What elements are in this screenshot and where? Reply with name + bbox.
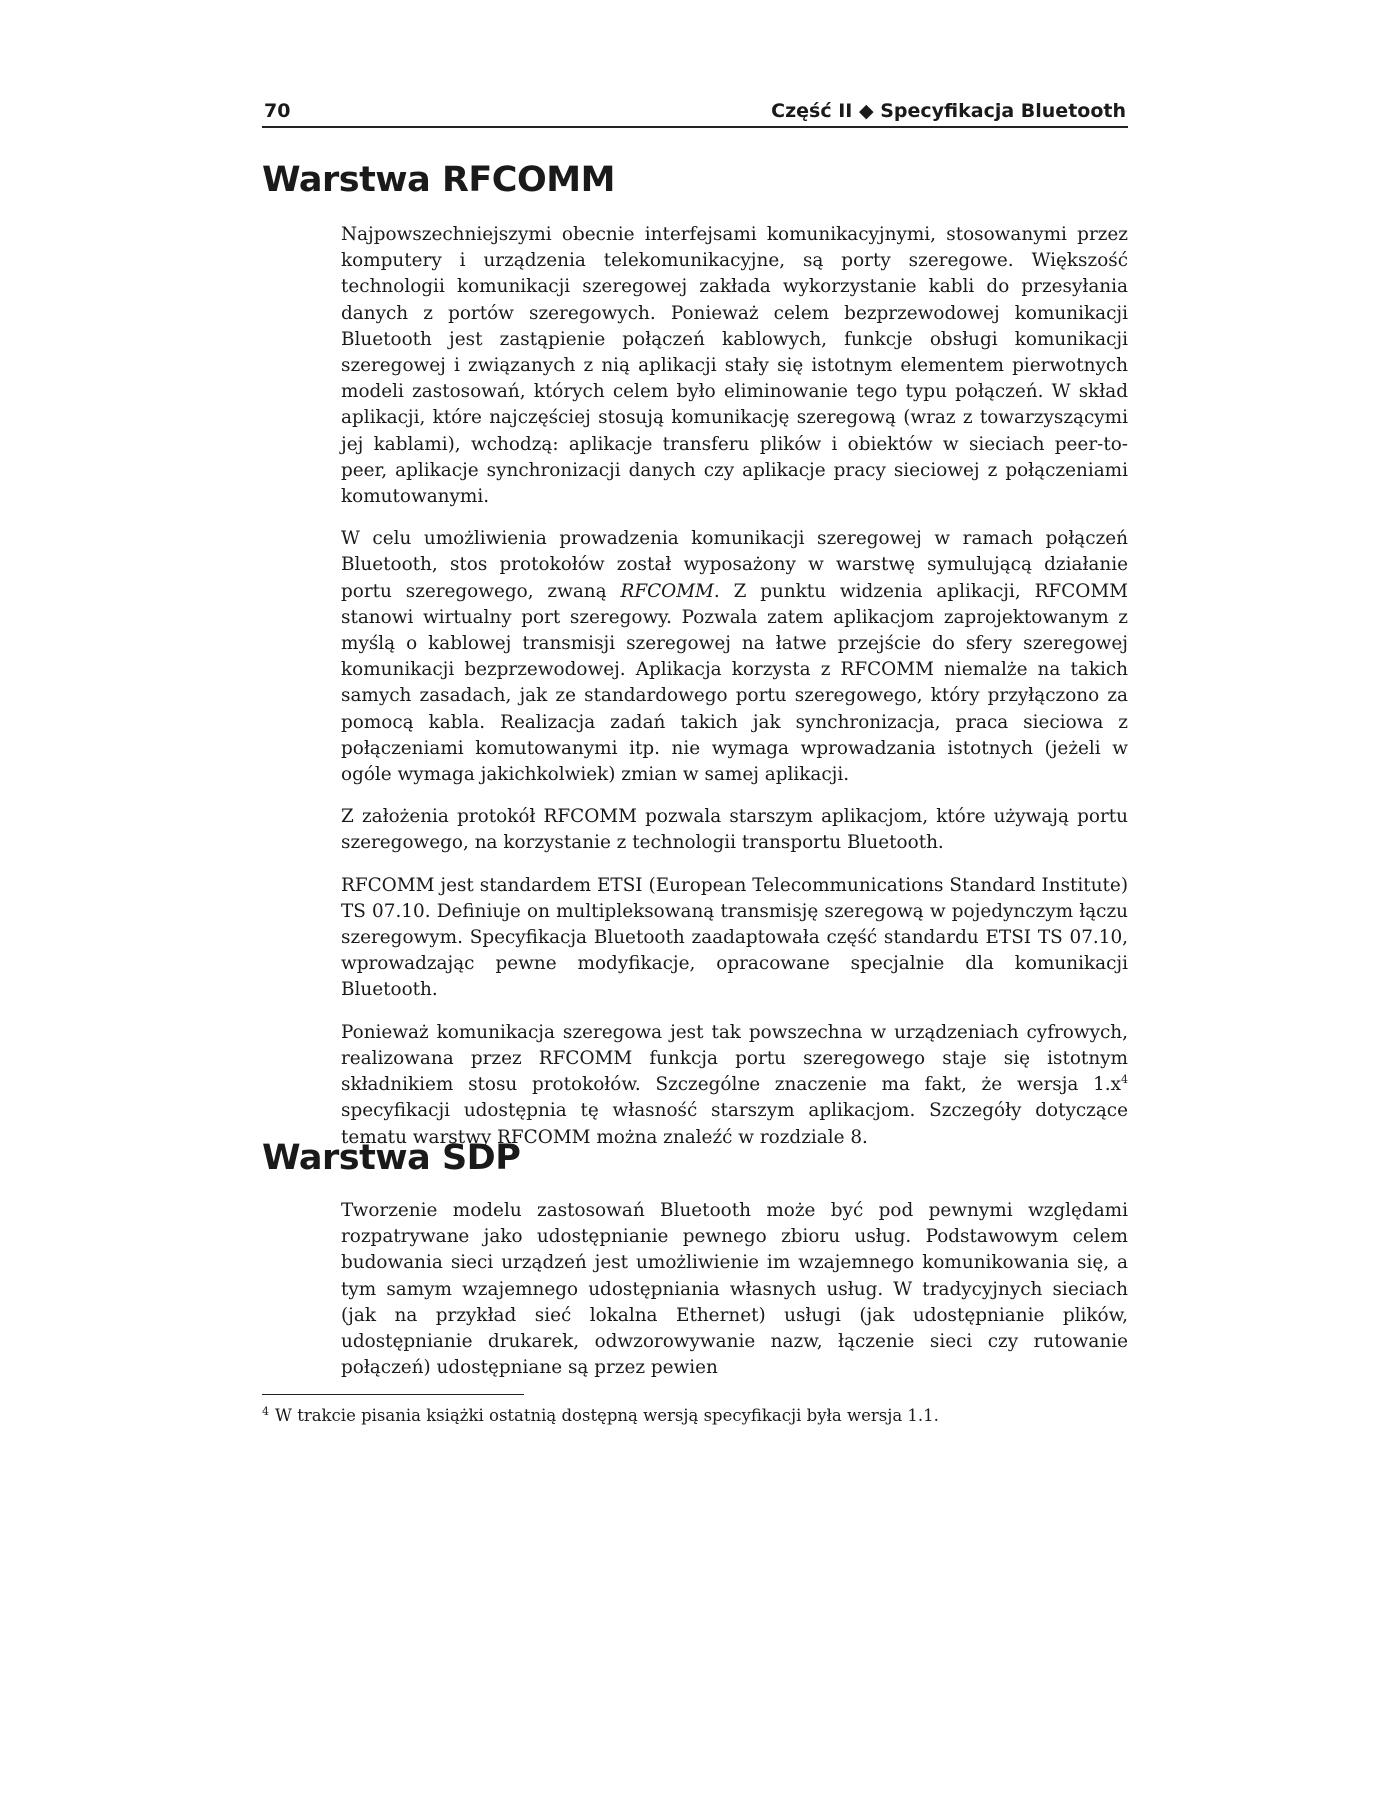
section-heading-sdp: Warstwa SDP	[262, 1138, 521, 1178]
footnote	[262, 1404, 1128, 1428]
paragraph: RFCOMM jest standardem ETSI (European Telecommunications Standard Institute) TS 07.10. Definiuje on multipleksowaną transmisję szeregową w pojedynczym łączu szeregowym. Specyfikacja Bluetooth zaadaptowała część standardu ETSI TS 07.10, wprowadzając pewne modyfikacje, opracowane specjalnie dla komunikacji Bluetooth.	[341, 874, 1128, 1001]
footnote-marker: 4	[262, 1404, 269, 1418]
paragraph: Najpowszechniejszymi obecnie interfejsami komunikacyjnymi, stosowanymi przez komputery i urządzenia telekomunikacyjne, są porty szeregowe. Większość technologii komunikacji szeregowej zakłada wykorzystanie kabli do przesyłania danych z portów szeregowych. Ponieważ celem bezprzewodowej komunikacji Bluetooth jest zastąpienie połączeń kablowych, funkcje obsługi komunikacji szeregowej i związanych z nią aplikacji stały się istotnym elementem pierwotnych modeli zastosowań, których celem było eliminowanie tego typu połączeń. W skład aplikacji, które najczęściej stosują komunikację szeregową (wraz z towarzyszącymi jej kablami), wchodzą: aplikacje transferu plików i obiektów w sieciach peer-to-peer, aplikacje synchronizacji danych czy aplikacje pracy sieciowej z połączeniami komutowanymi.	[341, 224, 1128, 508]
section-heading-rfcomm: Warstwa RFCOMM	[262, 160, 615, 200]
footnote-divider	[262, 1394, 524, 1395]
section-body-sdp	[341, 1198, 1128, 1397]
term-rfcomm: RFCOMM	[620, 580, 714, 602]
paragraph	[341, 526, 1128, 788]
section-body-rfcomm	[341, 222, 1128, 1167]
paragraph-text: . Z punktu widzenia aplikacji, RFCOMM stanowi wirtualny port szeregowy. Pozwala zatem aplikacjom zaprojektowanym z myślą o kablowej transmisji szeregowej na łatwe przejście do sfery szeregowej komunikacji bezprzewodowej. Aplikacja korzysta z RFCOMM niemalże na takich samych zasadach, jak ze standardowego portu szeregowego, który przyłączono za pomocą kabla. Realizacja zadań takich jak synchronizacja, praca sieciowa z połączeniami komutowanymi itp. nie wymaga wprowadzania istotnych (jeżeli w ogóle wymaga jakichkolwiek) zmian w samej aplikacji.	[341, 580, 1128, 786]
paragraph-text: specyfikacji udostępnia tę własność starszym aplikacjom. Szczegóły dotyczące tematu warstwy RFCOMM można znaleźć w rozdziale 8.	[341, 1100, 1128, 1148]
paragraph	[341, 1020, 1128, 1151]
footnote-reference[interactable]: 4	[1121, 1072, 1128, 1086]
running-header-part-title: Część II ◆ Specyfikacja Bluetooth	[771, 100, 1126, 122]
paragraph: Tworzenie modelu zastosowań Bluetooth może być pod pewnymi względami rozpatrywane jako udostępnianie pewnego zbioru usług. Podstawowym celem budowania sieci urządzeń jest umożliwienie im wzajemnego komunikowania się, a tym samym wzajemnego udostępniania własnych usług. W tradycyjnych sieciach (jak na przykład sieć lokalna Ethernet) usługi (jak udostępnianie plików, udostępnianie drukarek, odwzorowywanie nazw, łączenie sieci czy rutowanie połączeń) udostępniane są przez pewien	[341, 1200, 1128, 1379]
paragraph: Z założenia protokół RFCOMM pozwala starszym aplikacjom, które używają portu szeregowego, na korzystanie z technologii transportu Bluetooth.	[341, 806, 1128, 854]
footnote-text: W trakcie pisania książki ostatnią dostępną wersją specyfikacji była wersja 1.1.	[275, 1406, 939, 1425]
page-number: 70	[264, 100, 291, 122]
paragraph-text: Ponieważ komunikacja szeregowa jest tak powszechna w urządzeniach cyfrowych, realizowana przez RFCOMM funkcja portu szeregowego staje się istotnym składnikiem stosu protokołów. Szczególne znaczenie ma fakt, że wersja 1.x	[341, 1021, 1128, 1096]
paragraph-text: W celu umożliwienia prowadzenia komunikacji szeregowej w ramach połączeń Bluetooth, stos protokołów został wyposażony w warstwę symulującą działanie portu szeregowego, zwaną	[341, 528, 1128, 602]
running-header	[262, 96, 1128, 128]
